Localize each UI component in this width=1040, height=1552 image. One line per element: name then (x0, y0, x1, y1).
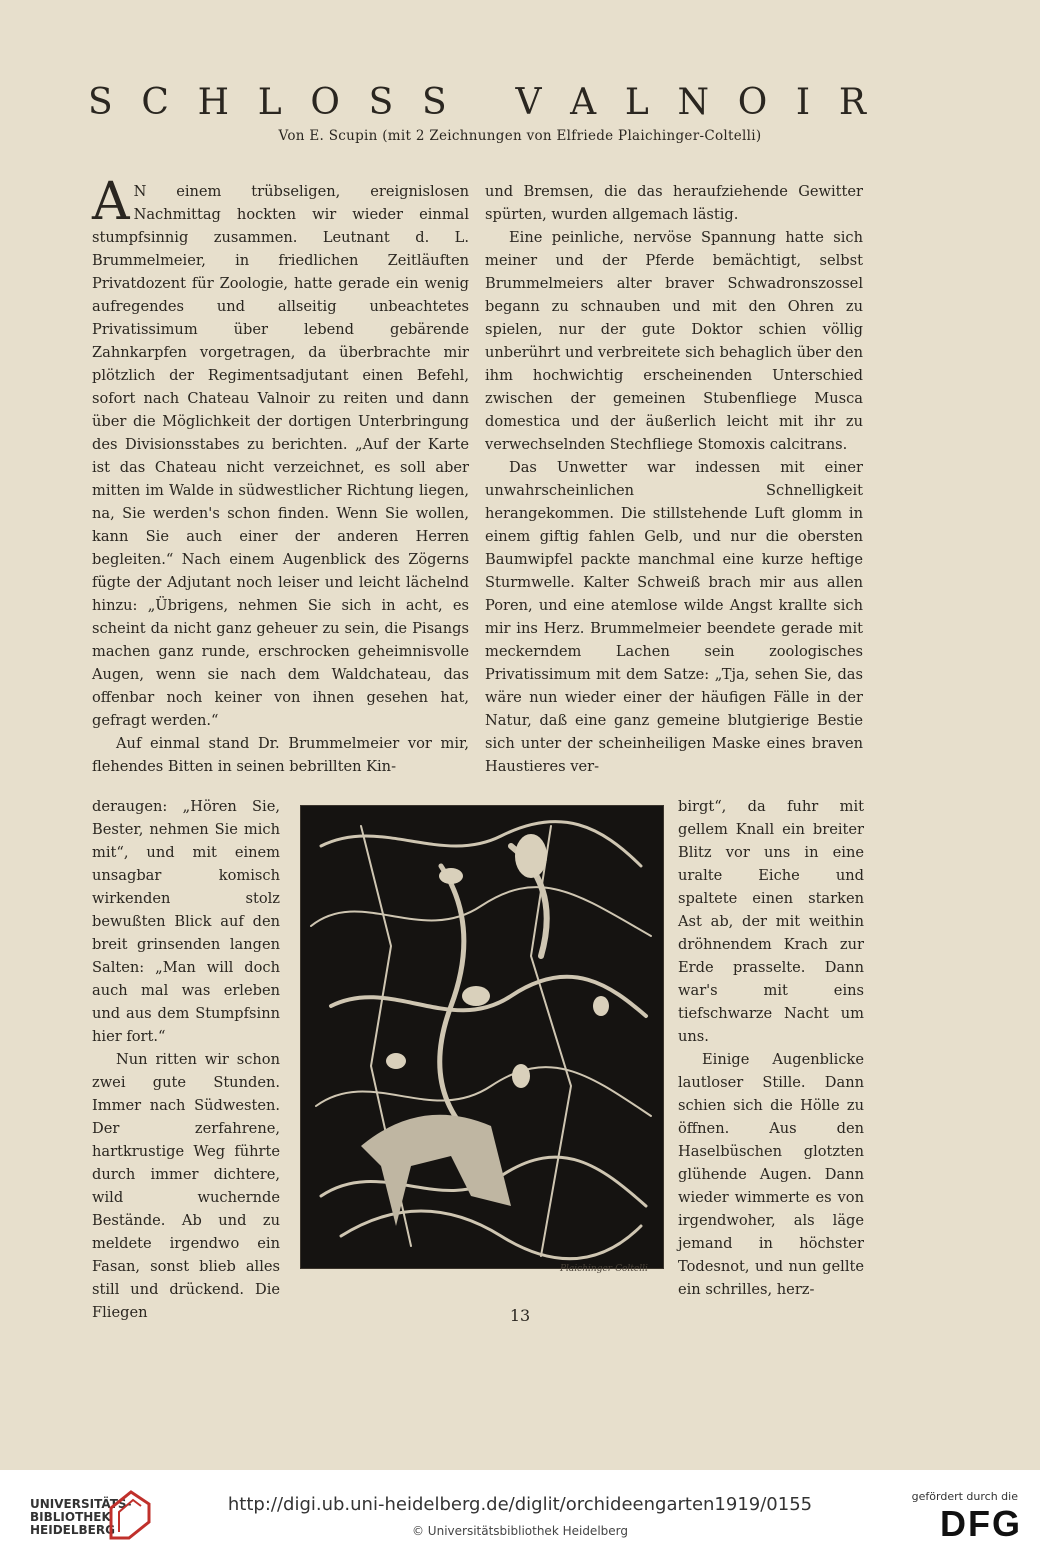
woodcut-illustration (300, 805, 664, 1269)
paragraph: und Bremsen, die das heraufziehende Gewitter spürten, wurden allgemach lästig. (485, 183, 863, 223)
footer-bar (0, 1470, 1040, 1552)
paragraph: deraugen: „Hören Sie, Bester, nehmen Sie mich mit“, und mit einem unsagbar komisch wirkenden stolz bewußten Blick auf den breit grinsenden langen Salten: „Man will doch auch mal was erleben und aus dem Stumpfsinn hier fort.“ (92, 798, 280, 1045)
title-letter: R (838, 82, 868, 123)
paragraph: Das Unwetter war indessen mit einer unwahrscheinlichen Schnelligkeit herangekommen. Die stillstehende Luft glomm in einem giftig fahlen Gelb, und nur die obersten Baumwipfel packte manchmal eine kurze heftige Sturmwelle. Kalter Schweiß brach mir aus allen Poren, und eine atemlose wilde Angst krallte sich mir ins Herz. Brummelmeier beendete gerade mit meckerndem Lachen sein zoologisches Privatissimum mit dem Satze: „Tja, sehen Sie, das wäre nun wieder einer der häufigen Fälle in der Natur, daß eine ganz gemeine blutgierige Bestie sich unter der scheinheiligen Maske eines braven Haustieres ver- (485, 459, 863, 775)
title-letter: O (310, 82, 342, 123)
title-letter: S (88, 82, 115, 123)
title-letter: S (421, 82, 449, 123)
paragraph: birgt“, da fuhr mit gellem Knall ein breiter Blitz vor uns in eine uralte Eiche und spaltete einen starken Ast ab, der mit weithin dröhnendem Krach zur Erde prasselte. Dann war's mit eins tiefschwarze Nacht um uns. (678, 798, 864, 1045)
permalink-url[interactable] (0, 1494, 1040, 1515)
copyright-text: © Universitätsbibliothek Heidelberg (411, 1524, 628, 1538)
page-number: 13 (509, 1306, 531, 1325)
funding-label: gefördert durch die (911, 1490, 1018, 1503)
drop-cap: A (92, 172, 130, 232)
title-letter: N (677, 82, 711, 123)
title-letter: H (197, 82, 232, 123)
right-narrow-column (678, 795, 864, 1301)
paragraph: A N einem trübseligen, ereignislosen Nachmittag hockten wir wieder einmal stumpfsinnig zusammen. Leutnant d. L. Brummelmeier, in friedlichen Zeitläuften Privatdozent für Zoologie, hatte gerade ein wenig aufregendes und allseitig unbeachtetes Privatissimum über lebend gebärende Zahnkarpfen vorgetragen, da überbrachte mir plötzlich der Regimentsadjutant einen Befehl, sofort nach Chateau Valnoir zu reiten und dann über die Möglichkeit der dortigen Unterbringung des Divisionsstabes zu berichten. „Auf der Karte ist das Chateau nicht verzeichnet, es soll aber mitten im Walde in südwestlicher Richtung liegen, na, Sie werden's schon finden. Wenn Sie wollen, kann Sie auch einer der anderen Herren begleiten.“ Nach einem Augenblick des Zögerns fügte der Adjutant noch leiser und leicht lächelnd hinzu: „Übrigens, nehmen Sie sich in acht, es scheint da nicht ganz geheuer zu sein, die Pisangs machen ganz runde, erschrocken geheimnisvolle Augen, wenn sie nach dem Waldchateau, das offenbar noch keiner von ihnen gesehen hat, gefragt werden.“ (92, 172, 469, 729)
title-letter: O (737, 82, 770, 123)
article-byline: Von E. Scupin (mit 2 Zeichnungen von Elfriede Plaichinger-Coltelli) (278, 128, 762, 144)
article-title (88, 82, 868, 123)
illustration-signature: Plaichinger-Coltelli (560, 1264, 648, 1274)
title-letter: C (141, 82, 171, 123)
illustration-drawing (301, 806, 663, 1268)
left-column (92, 172, 469, 778)
title-gap (475, 82, 488, 123)
title-letter: A (570, 82, 599, 123)
paragraph: Nun ritten wir schon zwei gute Stunden. Immer nach Südwesten. Der zerfahrene, hartkrustige Weg führte durch immer dichtere, wild wuchernde Bestände. Ab und zu meldete irgendwo ein Fasan, sonst blieb alles still und drückend. Die Fliegen (92, 1051, 280, 1321)
paragraph: Einige Augenblicke lautloser Stille. Dann schien sich die Hölle zu öffnen. Aus den Haselbüschen glotzten glühende Augen. Dann wieder wimmerte es von irgendwoher, als läge jemand in höchster Todesnot, und nun gellte ein schrilles, herz- (678, 1051, 864, 1298)
library-name: UNIVERSITÄTS- BIBLIOTHEK HEIDELBERG (30, 1497, 132, 1537)
dfg-logo: DFG (940, 1503, 1022, 1544)
title-letter: L (624, 82, 651, 123)
permalink-link[interactable]: http://digi.ub.uni-heidelberg.de/diglit/orchideengarten1919/0155 (227, 1494, 813, 1515)
paragraph: Eine peinliche, nervöse Spannung hatte sich meiner und der Pferde bemächtigt, selbst Brummelmeiers alter braver Schwadronszossel begann zu schnauben und mit den Ohren zu spielen, nur der gute Doktor schien völlig unberührt und verbreitete sich behaglich über den ihm hochwichtig erscheinenden Unterschied zwischen der gemeinen Stubenfliege Musca domestica und der äußerlich leicht mit ihr zu verwechselnden Stechfliege Stomoxis calcitrans. (485, 229, 863, 453)
title-letter: V (515, 82, 544, 123)
title-letter: L (257, 82, 284, 123)
left-narrow-column (92, 795, 280, 1324)
right-column (485, 180, 863, 778)
title-letter: I (795, 82, 813, 123)
title-letter: S (368, 82, 396, 123)
paragraph: Auf einmal stand Dr. Brummelmeier vor mir, flehendes Bitten in seinen bebrillten Kin- (92, 735, 469, 775)
